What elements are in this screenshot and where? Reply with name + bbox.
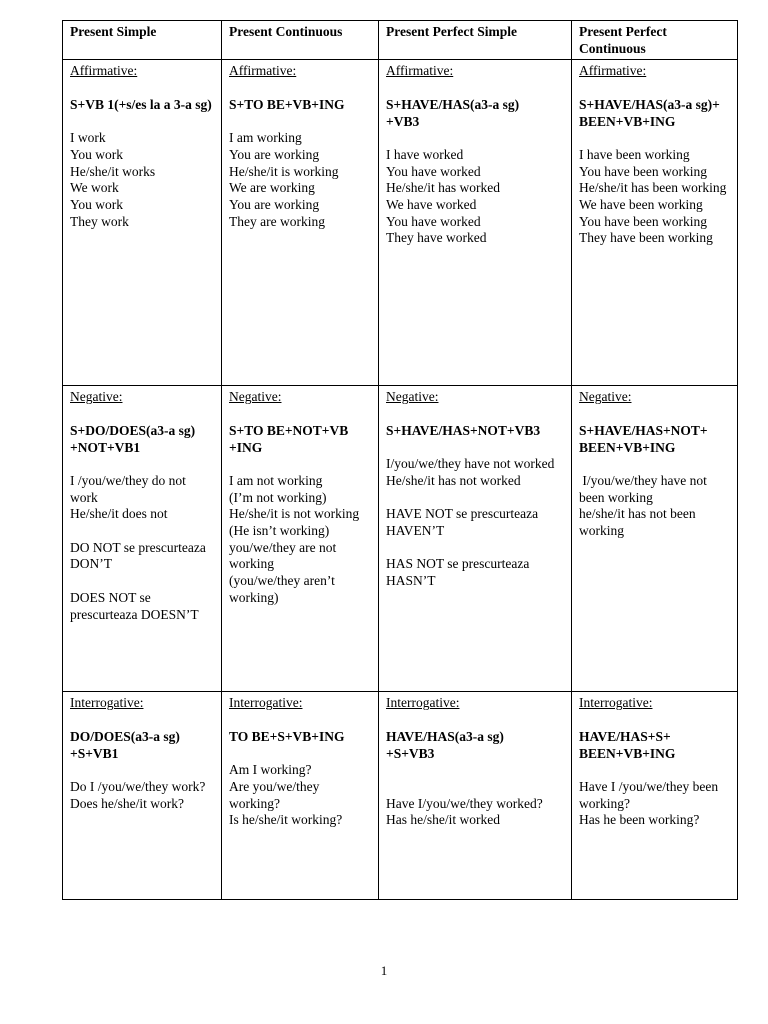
section-label: Interrogative: [70,695,144,711]
formula: HAVE/HAS(a3-a sg) +S+VB3 [386,728,504,761]
examples: I am working You are working He/she/it is working We are working You are working They are working [229,130,339,229]
section-label: Interrogative: [229,695,303,711]
formula: S+HAVE/HAS(a3-a sg)+ BEEN+VB+ING [579,96,720,129]
header-present-simple: Present Simple [63,21,222,60]
examples: I/you/we/they have not been working he/she/it has not been working [579,472,707,538]
formula: HAVE/HAS+S+ BEEN+VB+ING [579,728,676,761]
formula: S+DO/DOES(a3-a sg) +NOT+VB1 [70,422,196,455]
cell-affirmative-present-continuous [222,60,379,386]
page-number: 1 [380,963,388,978]
interrogative-row [63,692,738,900]
header-present-perfect-continuous: Present Perfect Continuous [572,21,738,60]
cell-negative-present-continuous [222,386,379,692]
section-label: Interrogative: [579,695,653,711]
examples: I /you/we/they do not work He/she/it does not DO NOT se prescurteaza DON’T DOES NOT se prescurteaza DOESN’T [70,472,206,622]
cell-negative-present-simple [63,386,222,692]
examples: I am not working (I’m not working) He/she/it is not working (He isn’t working) you/we/they are not working (you/we/they aren’t working) [229,472,360,605]
examples: Do I /you/we/they work? Does he/she/it work? [70,778,206,811]
section-label: Affirmative: [229,63,297,79]
section-label: Negative: [386,389,439,405]
cell-negative-present-perfect-continuous [572,386,738,692]
header-present-perfect-simple: Present Perfect Simple [379,21,572,60]
examples: Have I/you/we/they worked? Has he/she/it worked [386,795,543,828]
formula: S+HAVE/HAS+NOT+VB3 [386,422,541,438]
cell-affirmative-present-perfect-continuous [572,60,738,386]
cell-affirmative-present-perfect-simple [379,60,572,386]
header-row [63,21,738,60]
header-present-continuous: Present Continuous [222,21,379,60]
examples: I work You work He/she/it works We work You work They work [70,130,156,229]
examples: Have I /you/we/they been working? Has he been working? [579,778,719,828]
examples: I have been working You have been working He/she/it has been working We have been working You have been working They have been working [579,146,727,246]
cell-interrogative-present-continuous [222,692,379,900]
section-label: Interrogative: [386,695,460,711]
negative-row [63,386,738,692]
examples: Am I working? Are you/we/they working? Is he/she/it working? [229,762,343,828]
formula: S+HAVE/HAS+NOT+ BEEN+VB+ING [579,422,708,455]
affirmative-row [63,60,738,386]
section-label: Negative: [70,389,123,405]
examples: I have worked You have worked He/she/it has worked We have worked You have worked They have worked [386,146,500,246]
cell-interrogative-present-perfect-simple [379,692,572,900]
formula: S+TO BE+VB+ING [229,96,345,112]
formula: TO BE+S+VB+ING [229,728,345,744]
cell-interrogative-present-simple [63,692,222,900]
formula: S+TO BE+NOT+VB +ING [229,422,349,455]
tenses-table [62,20,738,900]
formula: DO/DOES(a3-a sg) +S+VB1 [70,728,180,761]
section-label: Negative: [579,389,632,405]
cell-interrogative-present-perfect-continuous [572,692,738,900]
cell-affirmative-present-simple [63,60,222,386]
section-label: Affirmative: [70,63,138,79]
section-label: Affirmative: [386,63,454,79]
formula: S+HAVE/HAS(a3-a sg) +VB3 [386,96,520,129]
section-label: Affirmative: [579,63,647,79]
cell-negative-present-perfect-simple [379,386,572,692]
section-label: Negative: [229,389,282,405]
formula: S+VB 1(+s/es la a 3-a sg) [70,96,212,112]
examples: I/you/we/they have not worked He/she/it has not worked HAVE NOT se prescurteaza HAVEN’T HAS NOT se prescurteaza HASN’T [386,456,555,589]
